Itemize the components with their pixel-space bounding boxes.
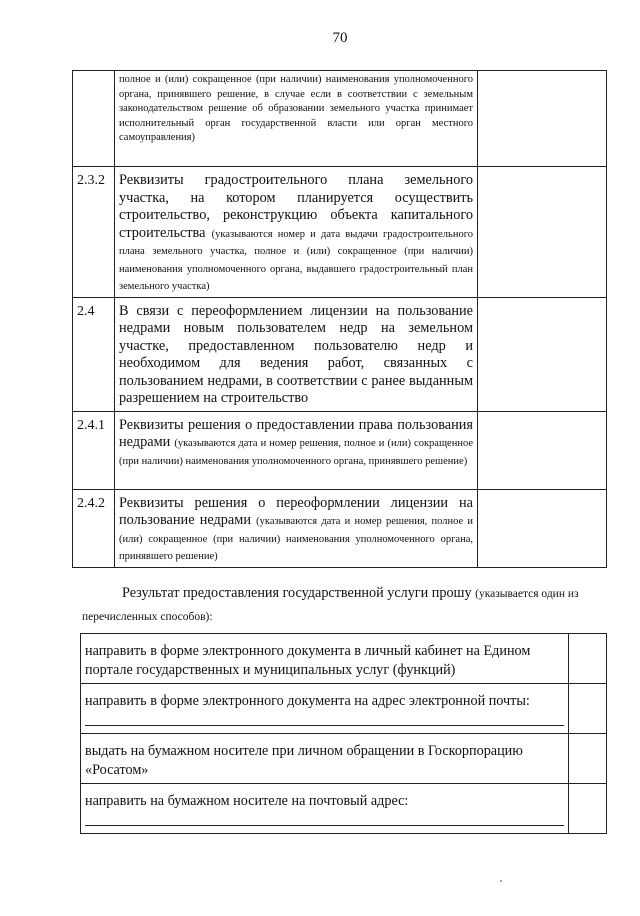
row-description xyxy=(115,297,478,411)
row-number: 2.4.2 xyxy=(73,489,115,567)
row-answer-cell[interactable] xyxy=(478,489,607,567)
table-row xyxy=(73,297,607,411)
address-blank-line[interactable] xyxy=(85,825,564,826)
row-label: Реквизиты решения о предоставлении права пользования недрами xyxy=(119,416,473,450)
row-label: Реквизиты решения о переоформлении лицензии на пользование недрами xyxy=(119,494,473,528)
result-instruction xyxy=(82,582,612,628)
option-label: выдать на бумажном носителе при личном обращении в Госкорпорацию «Росатом» xyxy=(81,734,569,784)
email-blank-line[interactable] xyxy=(85,725,564,726)
row-description xyxy=(115,411,478,489)
row-number: 2.3.2 xyxy=(73,167,115,298)
row-label: В связи с переоформлением лицензии на пользование недрами новым пользователем недр на земельном участке, предоставленном пользователю недр и необходимом для ведения работ, связанных с пользованием недрами, в соответствии с ранее выданным разрешением на строительство xyxy=(119,302,473,406)
option-checkbox[interactable] xyxy=(569,734,607,784)
option-row xyxy=(81,784,607,834)
table-row xyxy=(73,167,607,298)
row-note: полное и (или) сокращенное (при наличии) наименования уполномоченного органа, принявшего решение, в случае если в соответствии с земельным законодательством решение об образовании земельного участка принимает исполнительный орган государственной власти или орган местного самоуправления) xyxy=(119,74,473,143)
row-note: (указываются дата и номер решения, полное и (или) сокращенное (при наличии) наименования уполномоченного органа, принявшего решение) xyxy=(119,516,473,562)
row-number: 2.4.1 xyxy=(73,411,115,489)
result-options-table xyxy=(80,633,607,834)
row-description xyxy=(115,489,478,567)
row-answer-cell[interactable] xyxy=(478,297,607,411)
option-row xyxy=(81,684,607,734)
option-cell xyxy=(81,784,569,834)
table-row xyxy=(73,489,607,567)
application-details-table xyxy=(72,70,607,568)
row-note: (указываются номер и дата выдачи градостроительного плана земельного участка, полное и (или) сокращенное (при наличии) наименования уполномоченного органа, выдавшего градостроительный план земельного участка) xyxy=(119,228,474,292)
option-label: направить в форме электронного документа в личный кабинет на Едином портале государственных и муниципальных услуг (функций) xyxy=(81,634,569,684)
row-answer-cell[interactable] xyxy=(478,71,607,167)
table-row xyxy=(73,411,607,489)
option-row xyxy=(81,734,607,784)
row-number xyxy=(73,71,115,167)
option-cell xyxy=(81,684,569,734)
row-description xyxy=(115,71,478,167)
row-label: Реквизиты градостроительного плана земельного участка, на котором планируется осуществить строительство, реконструкцию объекта капитального строительства xyxy=(119,172,473,241)
option-checkbox[interactable] xyxy=(569,634,607,684)
row-note: (указываются дата и номер решения, полное и (или) сокращенное (при наличии) наименования уполномоченного органа, принявшего решение) xyxy=(119,438,473,467)
option-label: направить в форме электронного документа на адрес электронной почты: xyxy=(85,693,530,709)
option-checkbox[interactable] xyxy=(569,684,607,734)
scan-speck xyxy=(500,880,502,882)
option-checkbox[interactable] xyxy=(569,784,607,834)
option-row xyxy=(81,634,607,684)
row-description xyxy=(115,167,478,298)
option-label: направить на бумажном носителе на почтовый адрес: xyxy=(85,793,409,809)
page-number: 70 xyxy=(332,30,348,46)
row-number: 2.4 xyxy=(73,297,115,411)
row-answer-cell[interactable] xyxy=(478,167,607,298)
result-main-text: Результат предоставления государственной услуги прошу xyxy=(122,585,472,601)
result-note: (указывается один из перечисленных способов): xyxy=(82,588,579,623)
row-answer-cell[interactable] xyxy=(478,411,607,489)
table-row xyxy=(73,71,607,167)
